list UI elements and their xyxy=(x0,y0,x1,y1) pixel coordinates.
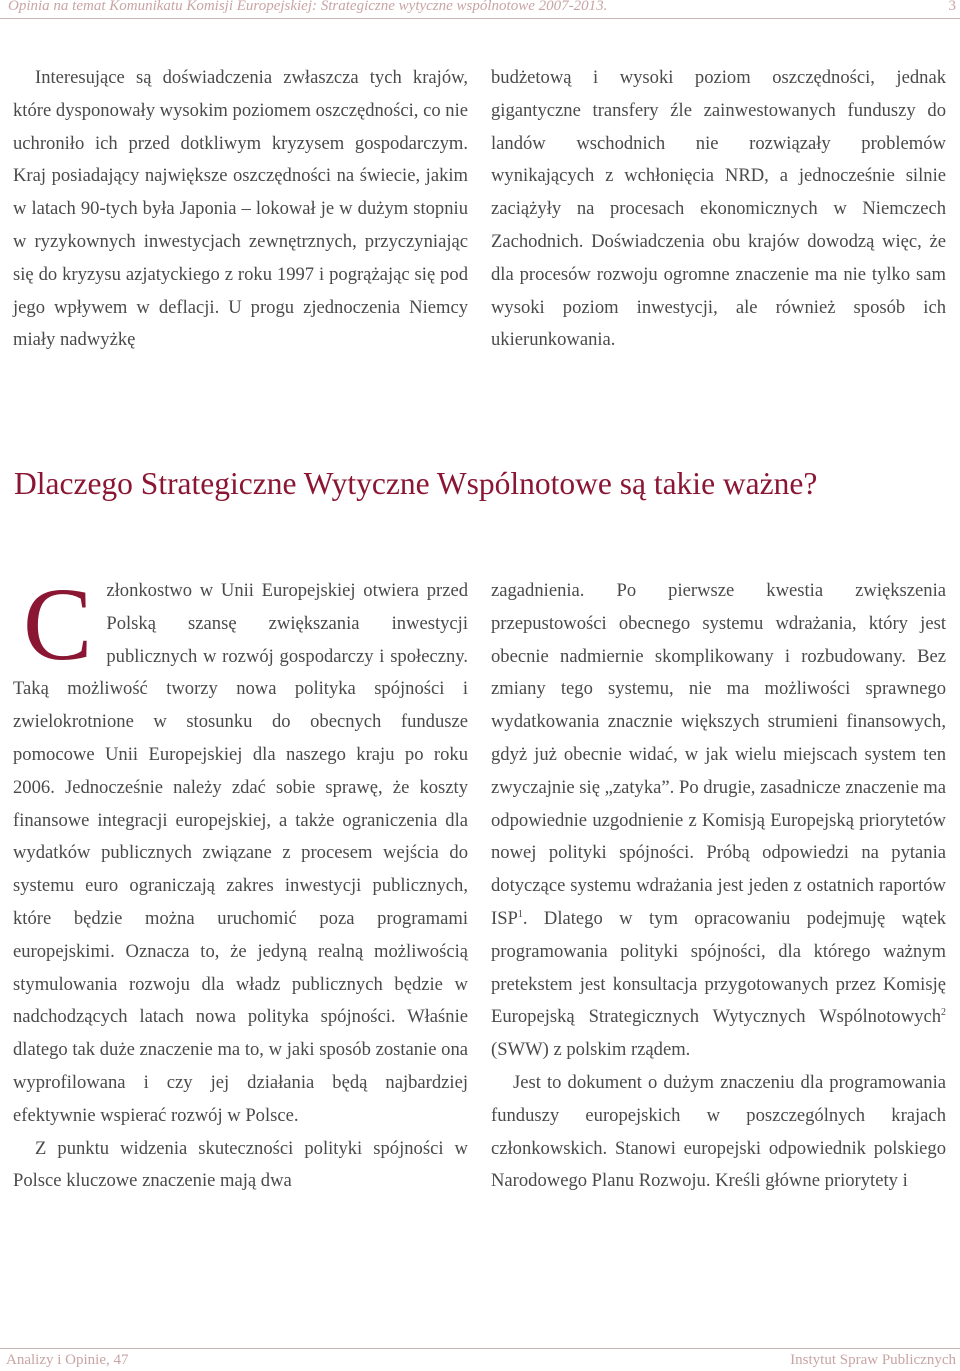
paragraph-eu-membership-text: złonkostwo w Unii Europejskiej otwiera przed Polską szansę zwiększania inwestycji publicznych w rozwój gospodarczy i społeczny. Taką możliwość tworzy nowa polityka spójności i zwielokrotnione w stosunku do obecnych fundusze pomocowe Unii Europejskiej dla naszego kraju po roku 2006. Jednocześnie należy zdać sobie sprawę, że koszty finansowe integracji europejskiej, a także ograniczenia dla wydatków publicznych związane z procesem wejścia do systemu euro ograniczają zakres inwestycji publicznych, które będzie można uruchomić poza programami europejskimi. Oznacza to, że jedyną realną możliwością stymulowania rozwoju dla władz publicznych będzie w nadchodzących latach nowa polityka spójności. Właśnie dlatego tak duże znaczenie ma to, w jaki sposób zostanie ona wyprofilowana i czy jej działania będą najbardziej efektywnie wspierać rozwój w Polsce. xyxy=(13,580,468,1126)
paragraph-eu-membership xyxy=(13,567,468,1133)
paragraph-implementation-issues xyxy=(491,575,946,1067)
paragraph-implementation-text-a: zagadnienia. Po pierwsze kwestia zwiększenia przepustowości obecnego systemu wdrażania, który jest obecnie nadmiernie skomplikowany i rozbudowany. Bez zmiany tego systemu, nie ma możliwości sprawnego wydatkowania znacznie większych strumieni finansowych, gdyż już obecnie widać, w jak wielu miejscach system ten zwyczajnie się „zatyka”. Po drugie, zasadnicze znaczenie ma odpowiednie uzgodnienie z Komisją Europejską priorytetów nowej polityki spójności. Próbą odpowiedzi na pytania dotyczące systemu wdrażania jest jeden z ostatnich raportów ISP xyxy=(491,580,946,929)
top-left-column xyxy=(13,62,468,357)
footnote-ref-1[interactable]: 1 xyxy=(517,908,523,920)
footer-publication: Analizy i Opinie, 47 xyxy=(6,1352,129,1368)
footer-institute: Instytut Spraw Publicznych xyxy=(790,1352,956,1368)
paragraph-savings-experience: Interesujące są doświadczenia zwłaszcza tych krajów, które dysponowały wysokim poziomem oszczędności, co nie uchroniło ich przed dotkliwym kryzysem gospodarczym. Kraj posiadający największe oszczędności na świecie, jakim w latach 90-tych była Japonia – lokował je w dużym stopniu w ryzykownych inwestycjach zewnętrznych, przyczyniając się do kryzysu azjatyckiego z roku 1997 i pogrążając się pod jego wpływem w deflacji. U progu zjednoczenia Niemcy miały nadwyżkę xyxy=(13,67,468,351)
top-right-column xyxy=(491,62,946,357)
running-header xyxy=(0,0,960,19)
running-header-title: Opinia na temat Komunikatu Komisji Europejskiej: Strategiczne wytyczne wspólnotowe 2007-2013. xyxy=(8,0,608,14)
dropcap-letter: C xyxy=(23,567,93,682)
section-heading: Dlaczego Strategiczne Wytyczne Wspólnotowe są takie ważne? xyxy=(14,466,818,501)
running-footer xyxy=(0,1348,960,1371)
paragraph-implementation-text-b: . Dlatego w tym opracowaniu podejmuję wątek programowania polityki spójności, dla którego ważnym pretekstem jest konsultacja przygotowanych przez Komisję Europejską Strategicznych Wytycznych Wspólnotowych xyxy=(491,907,946,1028)
page-number: 3 xyxy=(948,0,956,14)
bottom-left-column xyxy=(13,567,468,1198)
bottom-right-column xyxy=(491,575,946,1198)
paragraph-implementation-text-c: (SWW) z polskim rządem. xyxy=(491,1039,691,1061)
footnote-ref-2[interactable]: 2 xyxy=(941,1007,946,1019)
paragraph-germany-experience: budżetową i wysoki poziom oszczędności, jednak gigantyczne transfery źle zainwestowanych funduszy do landów wschodnich nie rozwiązały problemów wynikających z wchłonięcia NRD, a jednocześnie silnie zaciążyły na procesach ekonomicznych w Niemczech Zachodnich. Doświadczenia obu krajów dowodzą więc, że dla procesów rozwoju ogromne znaczenie ma nie tylko sam wysoki poziom inwestycji, ale również sposób ich ukierunkowania. xyxy=(491,67,946,351)
paragraph-cohesion-effectiveness: Z punktu widzenia skuteczności polityki spójności w Polsce kluczowe znaczenie mają dwa xyxy=(13,1137,468,1192)
paragraph-document-importance: Jest to dokument o dużym znaczeniu dla programowania funduszy europejskich w poszczególnych krajach członkowskich. Stanowi europejski odpowiednik polskiego Narodowego Planu Rozwoju. Kreśli główne priorytety i xyxy=(491,1071,946,1192)
